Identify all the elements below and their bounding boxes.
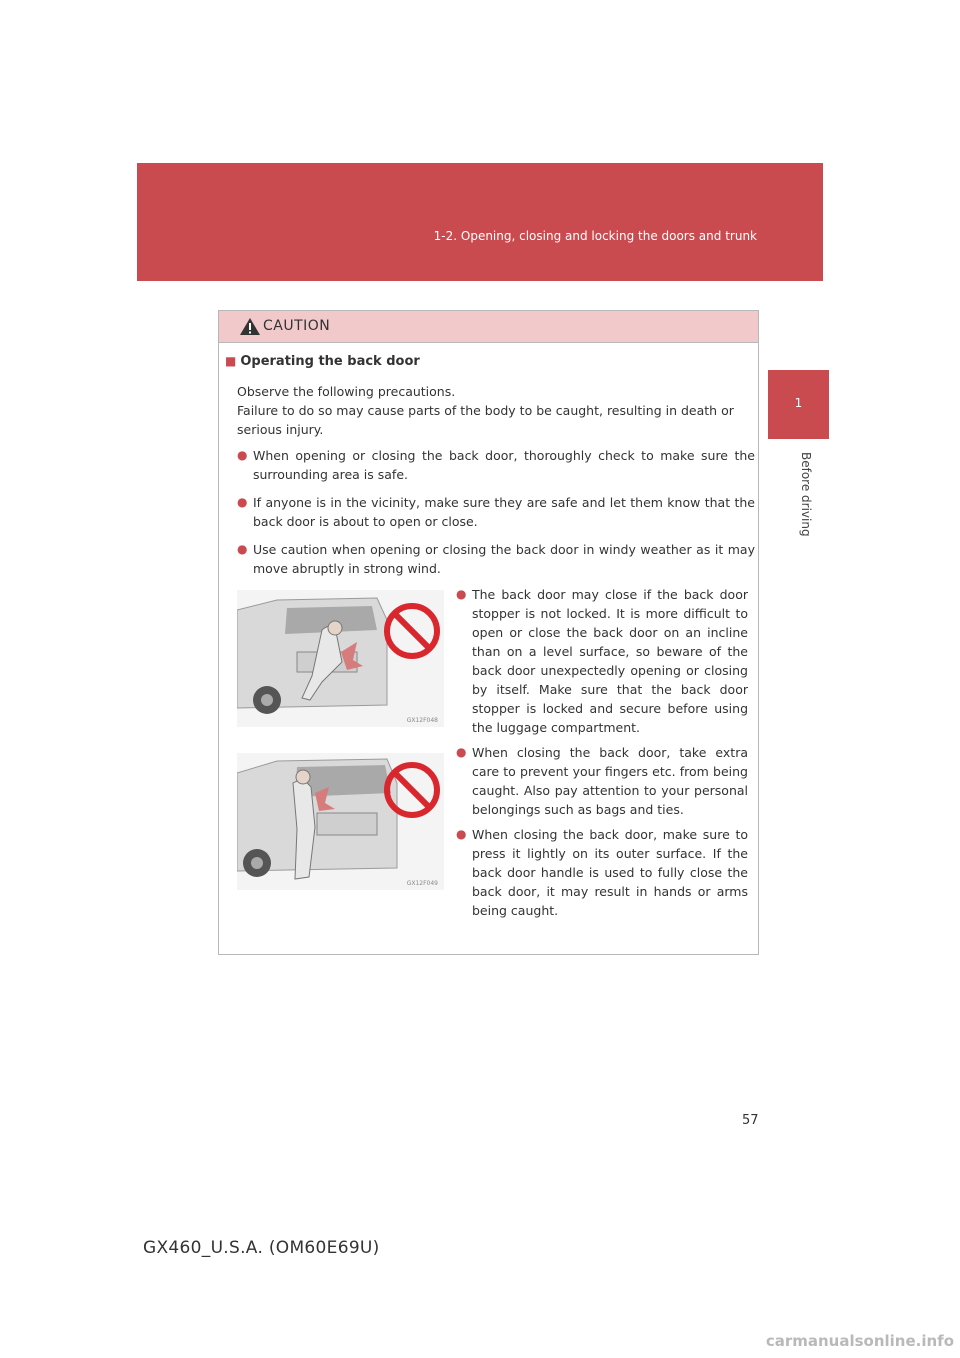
list-item [225, 493, 755, 531]
list-item-text: Use caution when opening or closing the back door in windy weather as it may move abruptly in strong wind. [253, 542, 755, 576]
chapter-tab[interactable] [768, 370, 829, 439]
list-item [225, 540, 755, 578]
prohibited-icon [383, 602, 441, 660]
bullet-dot-icon: ● [456, 827, 467, 841]
list-item [225, 446, 755, 484]
document-code: GX460_U.S.A. (OM60E69U) [143, 1238, 380, 1258]
subheading-text: Operating the back door [240, 354, 420, 369]
square-bullet-icon: ■ [225, 354, 237, 368]
header-band [137, 163, 823, 281]
page-number: 57 [742, 1113, 759, 1128]
caution-side-bullets [444, 585, 748, 926]
caution-header [219, 311, 758, 343]
bullet-dot-icon: ● [237, 495, 248, 509]
watermark[interactable]: carmanualsonline.info [765, 1332, 954, 1350]
list-item-text: The back door may close if the back door stopper is not locked. It is more difficult to open or close the back door on an incline than on a level surface, so beware of the back door unexpectedly opening or closing by itself. Make sure that the back door stopper is locked and secure before using the luggage compartment. [472, 587, 748, 735]
illustration-back-door-stopper [237, 590, 444, 727]
bullet-dot-icon: ● [237, 542, 248, 556]
image-code: GX12F049 [406, 880, 438, 887]
caution-content [219, 342, 758, 954]
chapter-label: Before driving [799, 452, 813, 537]
caution-bullets [225, 446, 755, 587]
list-item-text: When closing the back door, take extra care to prevent your fingers etc. from being caught. Also pay attention to your personal belongings such as bags and ties. [472, 745, 748, 817]
list-item-text: When opening or closing the back door, thoroughly check to make sure the surrounding area is safe. [253, 448, 755, 482]
bullet-dot-icon: ● [456, 587, 467, 601]
caution-intro [237, 382, 755, 439]
chapter-number: 1 [794, 396, 803, 410]
list-item-text: When closing the back door, make sure to press it lightly on its outer surface. If the back door handle is used to fully close the back door, it may result in hands or arms being caught. [472, 827, 748, 918]
list-item [444, 743, 748, 819]
illustration-closing-back-door [237, 753, 444, 890]
bullet-dot-icon: ● [456, 745, 467, 759]
caution-subheading [225, 354, 420, 369]
section-title: 1-2. Opening, closing and locking the doors and trunk [433, 229, 757, 243]
caution-box [218, 310, 759, 955]
caution-title: CAUTION [263, 318, 331, 334]
image-code: GX12F048 [406, 717, 438, 724]
warning-triangle-icon [239, 317, 261, 336]
list-item [444, 585, 748, 737]
bullet-dot-icon: ● [237, 448, 248, 462]
prohibited-icon [383, 761, 441, 819]
intro-line: Failure to do so may cause parts of the body to be caught, resulting in death or serious injury. [237, 403, 734, 437]
list-item [444, 825, 748, 920]
intro-line: Observe the following precautions. [237, 384, 456, 399]
list-item-text: If anyone is in the vicinity, make sure they are safe and let them know that the back door is about to open or close. [253, 495, 755, 529]
